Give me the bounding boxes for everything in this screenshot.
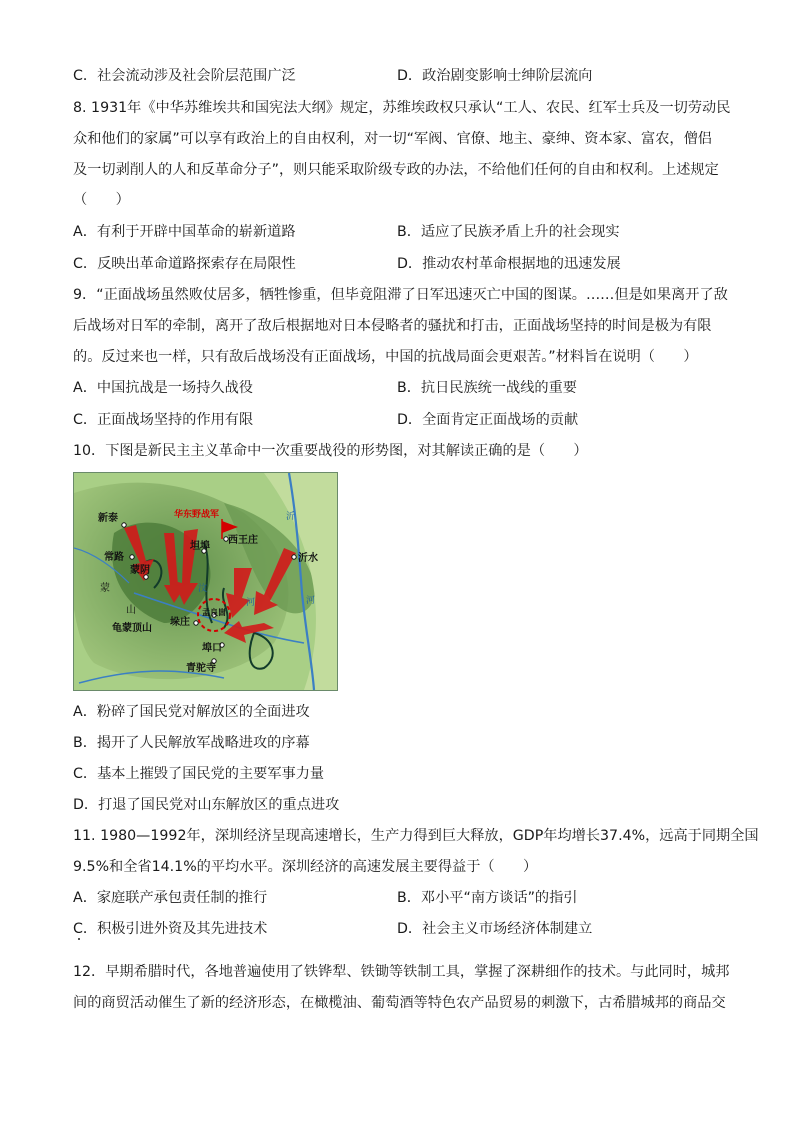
q12-stem-line-2: 间的商贸活动催生了新的经济形态，在橄榄油、葡萄酒等特色农产品贸易的刺激下，古希腊城邦的商品交 <box>73 995 726 1011</box>
map-river-he-1: 河 <box>306 596 316 606</box>
q11-option-c: C．积极引进外资及其先进技术 <box>73 921 268 937</box>
map-place-menglianggu: 孟良崮 <box>202 608 226 617</box>
map-place-yishui: 沂水 <box>298 553 318 564</box>
q8-stem-line-3: 及一切剥削人的人和反革命分子”，则只能采取阶级专政的办法，不给他们任何的自由和权利。上述规定 <box>73 162 719 178</box>
map-river-wen: 汶 <box>198 584 208 594</box>
q11-option-d: D．社会主义市场经济体制建立 <box>397 921 593 937</box>
q10-option-d: D．打退了国民党对山东解放区的重点进攻 <box>73 797 340 813</box>
q12-stem-line-1: 12．早期希腊时代，各地普遍使用了铁铧犁、铁锄等铁制工具，掌握了深耕细作的技术。与此同时，城邦 <box>73 964 730 980</box>
q8-answer-paren: （ ） <box>73 192 130 208</box>
map-place-duozhuang: 垛庄 <box>170 617 190 628</box>
map-place-tanbu: 坦埠 <box>190 541 210 552</box>
stray-dot <box>78 938 80 940</box>
map-river-he-2: 河 <box>246 598 256 608</box>
map-place-xintai: 新泰 <box>98 513 118 524</box>
q9-option-c: C．正面战场坚持的作用有限 <box>73 412 254 428</box>
q11-option-a: A．家庭联产承包责任制的推行 <box>73 890 268 906</box>
q9-stem-line-3: 的。反过来也一样，只有敌后战场没有正面战场，中国的抗战局面会更艰苦。”材料旨在说明（ ） <box>73 349 698 365</box>
q10-option-c: C．基本上摧毁了国民党的主要军事力量 <box>73 766 325 782</box>
q11-option-b: B．邓小平“南方谈话”的指引 <box>397 890 578 906</box>
map-river-yi: 沂 <box>286 512 296 522</box>
q7-option-d: D．政治剧变影响士绅阶层流向 <box>397 68 593 84</box>
q8-option-d: D．推动农村革命根据地的迅速发展 <box>397 256 621 272</box>
q10-option-a: A．粉碎了国民党对解放区的全面进攻 <box>73 704 310 720</box>
q9-option-b: B．抗日民族统一战线的重要 <box>397 380 577 396</box>
q9-stem-line-2: 后战场对日军的牵制，离开了敌后根据地对日本侵略者的骚扰和打击，正面战场坚持的时间是极为有限 <box>73 318 712 334</box>
q8-option-a: A．有利于开辟中国革命的崭新道路 <box>73 224 296 240</box>
q11-stem-line-2: 9.5%和全省14.1%的平均水平。深圳经济的高速发展主要得益于（ ） <box>73 859 538 875</box>
q9-option-d: D．全面肯定正面战场的贡献 <box>397 412 579 428</box>
q8-option-c: C．反映出革命道路探索存在局限性 <box>73 256 296 272</box>
map-army-label: 华东野战军 <box>174 510 220 520</box>
map-place-changlu: 常路 <box>104 552 124 563</box>
q10-option-b: B．揭开了人民解放军战略进攻的序幕 <box>73 735 310 751</box>
q9-option-a: A．中国抗战是一场持久战役 <box>73 380 253 396</box>
q10-stem: 10．下图是新民主主义革命中一次重要战役的形势图，对其解读正确的是（ ） <box>73 443 588 459</box>
map-place-mengyin: 蒙阴 <box>130 565 150 576</box>
q7-option-c: C．社会流动涉及社会阶层范围广泛 <box>73 68 296 84</box>
q9-stem-line-1: 9．“正面战场虽然败仗居多，牺牲惨重，但毕竟阻滞了日军迅速灭亡中国的图谋。……但是如果离开了敌 <box>73 287 728 303</box>
battle-situation-map <box>73 472 338 691</box>
map-place-qingtuosi: 青驼寺 <box>186 663 216 674</box>
q11-stem-line-1: 11. 1980—1992年，深圳经济呈现高速增长，生产力得到巨大释放，GDP年均增长37.4%，远高于同期全国 <box>73 828 759 844</box>
map-mountain-meng: 蒙 <box>100 583 110 594</box>
q8-stem-line-2: 众和他们的家属”可以享有政治上的自由权利，对一切“军阀、官僚、地主、豪绅、资本家、富农，僧侣 <box>73 131 712 147</box>
map-mountain-shan: 山 <box>126 605 136 616</box>
map-place-guimengdingshan: 龟蒙顶山 <box>112 623 152 634</box>
q8-option-b: B．适应了民族矛盾上升的社会现实 <box>397 224 620 240</box>
q8-stem-line-1: 8. 1931年《中华苏维埃共和国宪法大纲》规定，苏维埃政权只承认“工人、农民、红军士兵及一切劳动民 <box>73 100 731 116</box>
map-place-bukou: 埠口 <box>202 643 222 654</box>
map-place-xiwangzhuang: 西王庄 <box>228 535 258 546</box>
